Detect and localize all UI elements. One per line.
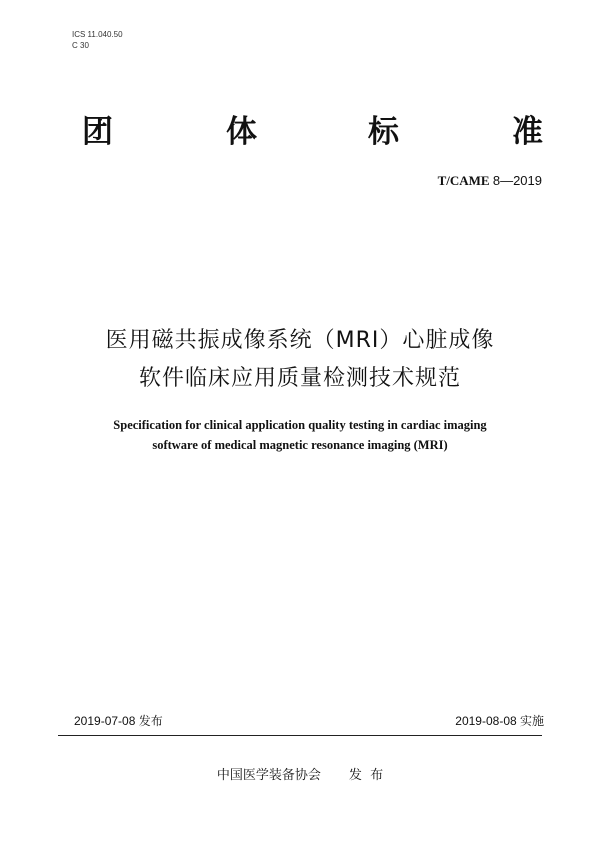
ccs-code: C 30 (72, 41, 89, 50)
issuer-line (0, 764, 600, 783)
ics-code: ICS 11.040.50 (72, 30, 123, 39)
title-cn-line2: 软件临床应用质量检测技术规范 (138, 366, 461, 391)
title-cn-line1: 医用磁共振成像系统（MRI）心脏成像 (105, 328, 495, 353)
document-type-char: 体 (226, 114, 257, 150)
implement-date: 2019-08-08 实施 (455, 714, 544, 728)
title-en-line1: Specification for clinical application quality testing in cardiac imaging (113, 418, 487, 432)
document-type-char: 标 (368, 114, 399, 150)
issuer-action: 发 布 (348, 768, 384, 783)
issuer-name: 中国医学装备协会 (216, 768, 321, 783)
title-en-line2: software of medical magnetic resonance imaging (MRI) (152, 438, 448, 452)
standard-number (438, 173, 542, 189)
publish-date: 2019-07-08 发布 (74, 714, 163, 728)
document-type-char: 准 (512, 114, 543, 150)
document-type-char: 团 (82, 114, 113, 150)
divider-line (58, 735, 542, 736)
standard-number-prefix: T/CAME (437, 173, 490, 188)
classification-codes (72, 29, 123, 51)
standard-number-value: 8—2019 (492, 173, 542, 188)
document-type-heading (0, 112, 600, 152)
